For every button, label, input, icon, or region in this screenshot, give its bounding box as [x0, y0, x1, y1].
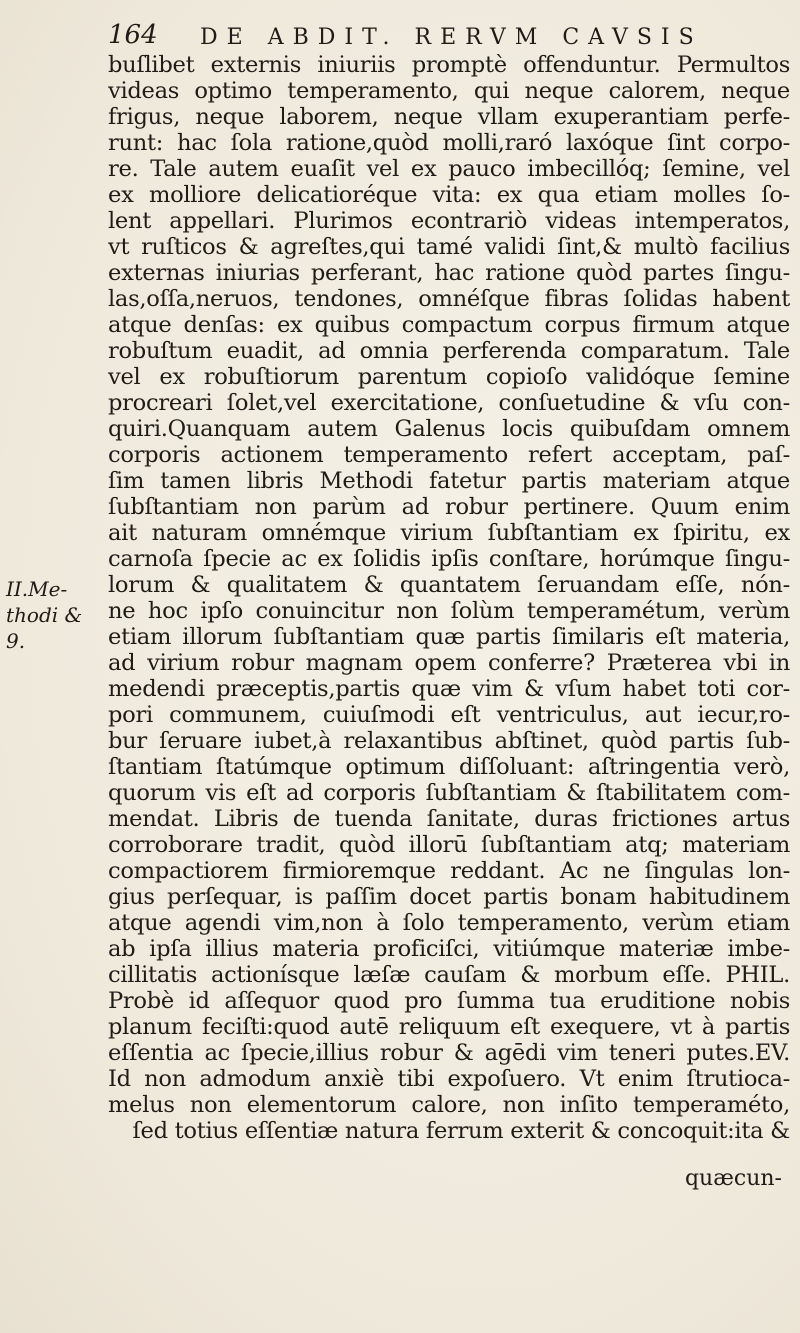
text-line: lent appellari. Plurimos econtrariò videas intemperatos, [108, 208, 790, 234]
text-line: ex molliore delicatioréque vita: ex qua etiam molles ſo- [108, 182, 790, 208]
text-line: pori communem, cuiuſmodi eſt ventriculus, aut iecur,ro- [108, 702, 790, 728]
text-line: gius perſequar, is paſſim docet partis bonam habitudinem [108, 884, 790, 910]
marginal-note-line: thodi & [6, 603, 83, 627]
marginal-note-line: II.Me- [6, 577, 68, 601]
text-line: planum feciſti:quod autē reliquum eſt exequere, vt à partis [108, 1014, 790, 1040]
text-line: re. Tale autem euaſit vel ex pauco imbecillóq; ſemine, vel [108, 156, 790, 182]
text-line: ſed totius eſſentiæ natura ferrum exterit & concoquit:ita & [132, 1118, 790, 1144]
text-line: ad virium robur magnam opem conferre? Præterea vbi in [108, 650, 790, 676]
text-line: compactiorem firmioremque reddant. Ac ne ſingulas lon- [108, 858, 790, 884]
text-line: las,oſſa,neruos, tendones, omnéſque fibras ſolidas habent [108, 286, 790, 312]
text-line: Probè id aſſequor quod pro ſumma tua eruditione nobis [108, 988, 790, 1014]
body-text [108, 52, 790, 1144]
text-line: medendi præceptis,partis quæ vim & vſum habet toti cor- [108, 676, 790, 702]
text-line: robuſtum euadit, ad omnia perferenda comparatum. Tale [108, 338, 790, 364]
marginal-note [6, 576, 84, 654]
marginal-note-line: 9. [6, 629, 26, 653]
text-line: procreari ſolet,vel exercitatione, conſuetudine & vſu con- [108, 390, 790, 416]
text-line: frigus, neque laborem, neque vllam exuperantiam perfe- [108, 104, 790, 130]
text-line: carnoſa ſpecie ac ex ſolidis ipſis conſtare, horúmque ſingu- [108, 546, 790, 572]
text-line: atque agendi vim,non à ſolo temperamento, verùm etiam [108, 910, 790, 936]
page-header [108, 16, 788, 50]
running-title: DE ABDIT. RERVM CAVSIS [200, 25, 703, 50]
text-line: lorum & qualitatem & quantatem ſeruandam eſſe, nón- [108, 572, 790, 598]
text-line: ab ipſa illius materia proficiſci, vitiúmque materiæ imbe- [108, 936, 790, 962]
text-line: etiam illorum ſubſtantiam quæ partis ſimilaris eſt materia, [108, 624, 790, 650]
text-line: runt: hac ſola ratione,quòd molli,raró laxóque ſint corpo- [108, 130, 790, 156]
text-line: ſtantiam ſtatúmque optimum diſſoluant: aſtringentia verò, [108, 754, 790, 780]
text-line: atque denſas: ex quibus compactum corpus firmum atque [108, 312, 790, 338]
text-line: eſſentia ac ſpecie,illius robur & agēdi vim teneri putes.EV. [108, 1040, 790, 1066]
text-line: corporis actionem temperamento refert acceptam, paſ- [108, 442, 790, 468]
text-line: bur ſeruare iubet,à relaxantibus abſtinet, quòd partis ſub- [108, 728, 790, 754]
text-line: Id non admodum anxiè tibi expoſuero. Vt enim ſtrutioca- [108, 1066, 790, 1092]
text-line: ne hoc ipſo conuincitur non ſolùm temperamétum, verùm [108, 598, 790, 624]
text-line: corroborare tradit, quòd illorū ſubſtantiam atq; materiam [108, 832, 790, 858]
text-line: ſubſtantiam non parùm ad robur pertinere. Quum enim [108, 494, 790, 520]
text-line: videas optimo temperamento, qui neque calorem, neque [108, 78, 790, 104]
text-line: quorum vis eſt ad corporis ſubſtantiam & ſtabilitatem com- [108, 780, 790, 806]
text-line: quiri.Quanquam autem Galenus locis quibuſdam omnem [108, 416, 790, 442]
text-line: melus non elementorum calore, non inſito temperaméto, [108, 1092, 790, 1118]
catchword: quæcun- [684, 1166, 782, 1191]
text-line: ait naturam omnémque virium ſubſtantiam ex ſpiritu, ex [108, 520, 790, 546]
text-line: cillitatis actionísque læſæ cauſam & morbum eſſe. PHIL. [108, 962, 790, 988]
text-line: ſim tamen libris Methodi fatetur partis materiam atque [108, 468, 790, 494]
text-line: buſlibet externis iniuriis promptè offenduntur. Permultos [108, 52, 790, 78]
text-line: mendat. Libris de tuenda ſanitate, duras frictiones artus [108, 806, 790, 832]
text-line: externas iniurias perferant, hac ratione quòd partes ſingu- [108, 260, 790, 286]
text-line: vt ruſticos & agreſtes,qui tamé validi ſint,& multò facilius [108, 234, 790, 260]
text-line: vel ex robuſtiorum parentum copioſo validóque ſemine [108, 364, 790, 390]
page-number: 164 [108, 20, 158, 50]
